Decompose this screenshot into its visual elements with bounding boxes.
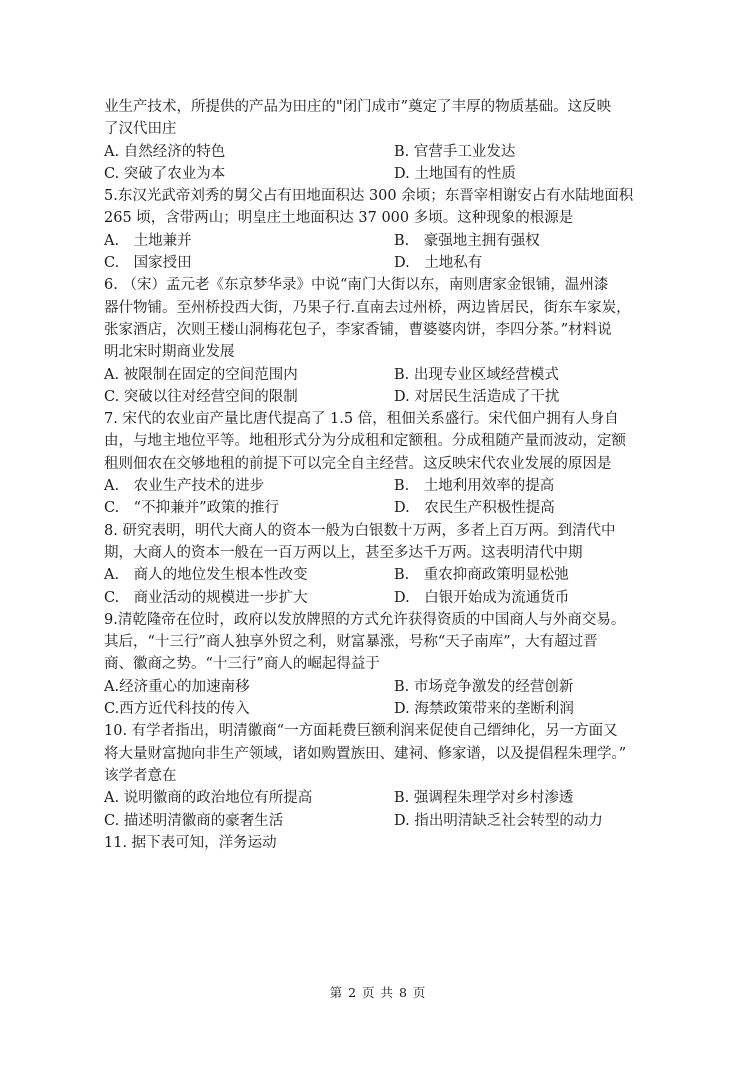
option-row xyxy=(104,810,664,832)
text-line: 该学者意在 xyxy=(104,767,177,784)
text-line: 业生产技术，所提供的产品为田庄的"闭门成市”奠定了丰厚的物质基础。这反映 xyxy=(104,99,612,115)
option-row xyxy=(104,698,664,720)
answer-option: C. 描述明清徽商的豪奢生活 xyxy=(104,812,284,829)
text-line: 器什物铺。至州桥投西大街，乃果子行.直南去过州桥，两边皆居民，街东车家炭， xyxy=(104,299,631,316)
page-footer: 第 2 页 共 8 页 xyxy=(329,985,427,1000)
text-line: 张家酒店，次则王楼山洞梅花包子，李家香铺，曹婆婆肉饼，李四分茶。”材料说 xyxy=(104,321,612,338)
option-row xyxy=(104,475,664,497)
answer-option: B. 强调程朱理学对乡村渗透 xyxy=(394,790,574,807)
option-row xyxy=(104,163,664,185)
text-line: 租则佃农在交够地租的前提下可以完全自主经营。这反映宋代农业发展的原因是 xyxy=(104,455,612,472)
answer-option: C.西方近代科技的传入 xyxy=(104,701,250,718)
answer-option: A. 农业生产技术的进步 xyxy=(104,478,265,495)
option-row xyxy=(104,252,664,274)
option-row xyxy=(104,230,664,252)
text-line: 11. 据下表可知，洋务运动 xyxy=(104,834,277,851)
text-line: 265 顷，含带两山；明皇庄土地面积达 37 000 多顷。这种现象的根源是 xyxy=(104,210,574,227)
option-row xyxy=(104,787,664,809)
text-line: 7. 宋代的农业亩产量比唐代提高了 1.5 倍，租佃关系盛行。宋代佃户拥有人身自 xyxy=(104,411,619,428)
text-line: 8. 研究表明，明代大商人的资本一般为白银数十万两，多者上百万两。到清代中 xyxy=(104,522,616,539)
text-line: 由，与地主地位平等。地租形式分为分成租和定额租。分成租随产量而波动，定额 xyxy=(104,433,626,450)
option-row xyxy=(104,141,664,163)
option-row xyxy=(104,497,664,519)
answer-option: A. 土地兼并 xyxy=(104,232,192,249)
answer-option: C. 突破了农业为本 xyxy=(104,165,226,182)
text-line: 商、徽商之势。“十三行”商人的崛起得益于 xyxy=(104,656,380,673)
answer-option: B. 出现专业区域经营模式 xyxy=(394,366,559,383)
answer-option: A. 说明徽商的政治地位有所提高 xyxy=(104,790,313,807)
text-line: 9.清乾隆帝在位时，政府以发放牌照的方式允许获得资质的中国商人与外商交易。 xyxy=(104,611,626,628)
option-row xyxy=(104,676,664,698)
answer-option: D. 海禁政策带来的垄断利润 xyxy=(394,701,574,718)
answer-option: B. 市场竞争激发的经营创新 xyxy=(394,678,574,695)
answer-option: D. 对居民生活造成了干扰 xyxy=(394,388,560,405)
answer-option: D. 农民生产积极性提高 xyxy=(394,500,555,517)
answer-option: D. 指出明清缺乏社会转型的动力 xyxy=(394,812,603,829)
answer-option: B. 土地利用效率的提高 xyxy=(394,478,555,495)
answer-option: D. 土地私有 xyxy=(394,255,483,272)
answer-option: C. 突破以往对经营空间的限制 xyxy=(104,388,298,405)
answer-option: C. 国家授田 xyxy=(104,255,192,272)
answer-option: B. 豪强地主拥有强权 xyxy=(394,232,540,249)
text-line: 其后，“十三行”商人独享外贸之利，财富暴涨，号称“天子南库”，大有超过晋 xyxy=(104,634,598,651)
option-row xyxy=(104,386,664,408)
answer-option: C. 商业活动的规模进一步扩大 xyxy=(104,589,308,606)
question-content xyxy=(104,96,664,854)
option-row xyxy=(104,564,664,586)
answer-option: C. “不抑兼并”政策的推行 xyxy=(104,500,280,517)
text-line: 5.东汉光武帝刘秀的舅父占有田地面积达 300 余顷；东晋宰相谢安占有水陆地面积 xyxy=(104,188,634,205)
text-line: 将大量财富抛向非生产领域，诸如购置族田、建祠、修家谱，以及提倡程朱理学。” xyxy=(104,745,627,762)
answer-option: A.经济重心的加速南移 xyxy=(104,678,250,695)
text-line: 期，大商人的资本一般在一百万两以上，甚至多达千万两。这表明清代中期 xyxy=(104,544,583,561)
answer-option: B. 官营手工业发达 xyxy=(394,143,516,160)
text-line: 10. 有学者指出，明清徽商“一方面耗费巨额利润来促使自己缙绅化，另一方面又 xyxy=(104,723,618,740)
text-line: 6. （宋）孟元老《东京梦华录》中说“南门大街以东，南则唐家金银铺，温州漆 xyxy=(104,277,609,294)
option-row xyxy=(104,364,664,386)
answer-option: A. 商人的地位发生根本性改变 xyxy=(104,567,308,584)
option-row xyxy=(104,587,664,609)
text-line: 明北宋时期商业发展 xyxy=(104,344,235,361)
answer-option: D. 白银开始成为流通货币 xyxy=(394,589,570,606)
text-line: 了汉代田庄 xyxy=(104,121,177,138)
answer-option: A. 被限制在固定的空间范围内 xyxy=(104,366,298,383)
answer-option: B. 重农抑商政策明显松弛 xyxy=(394,567,569,584)
answer-option: D. 土地国有的性质 xyxy=(394,165,516,182)
answer-option: A. 自然经济的特色 xyxy=(104,143,226,160)
